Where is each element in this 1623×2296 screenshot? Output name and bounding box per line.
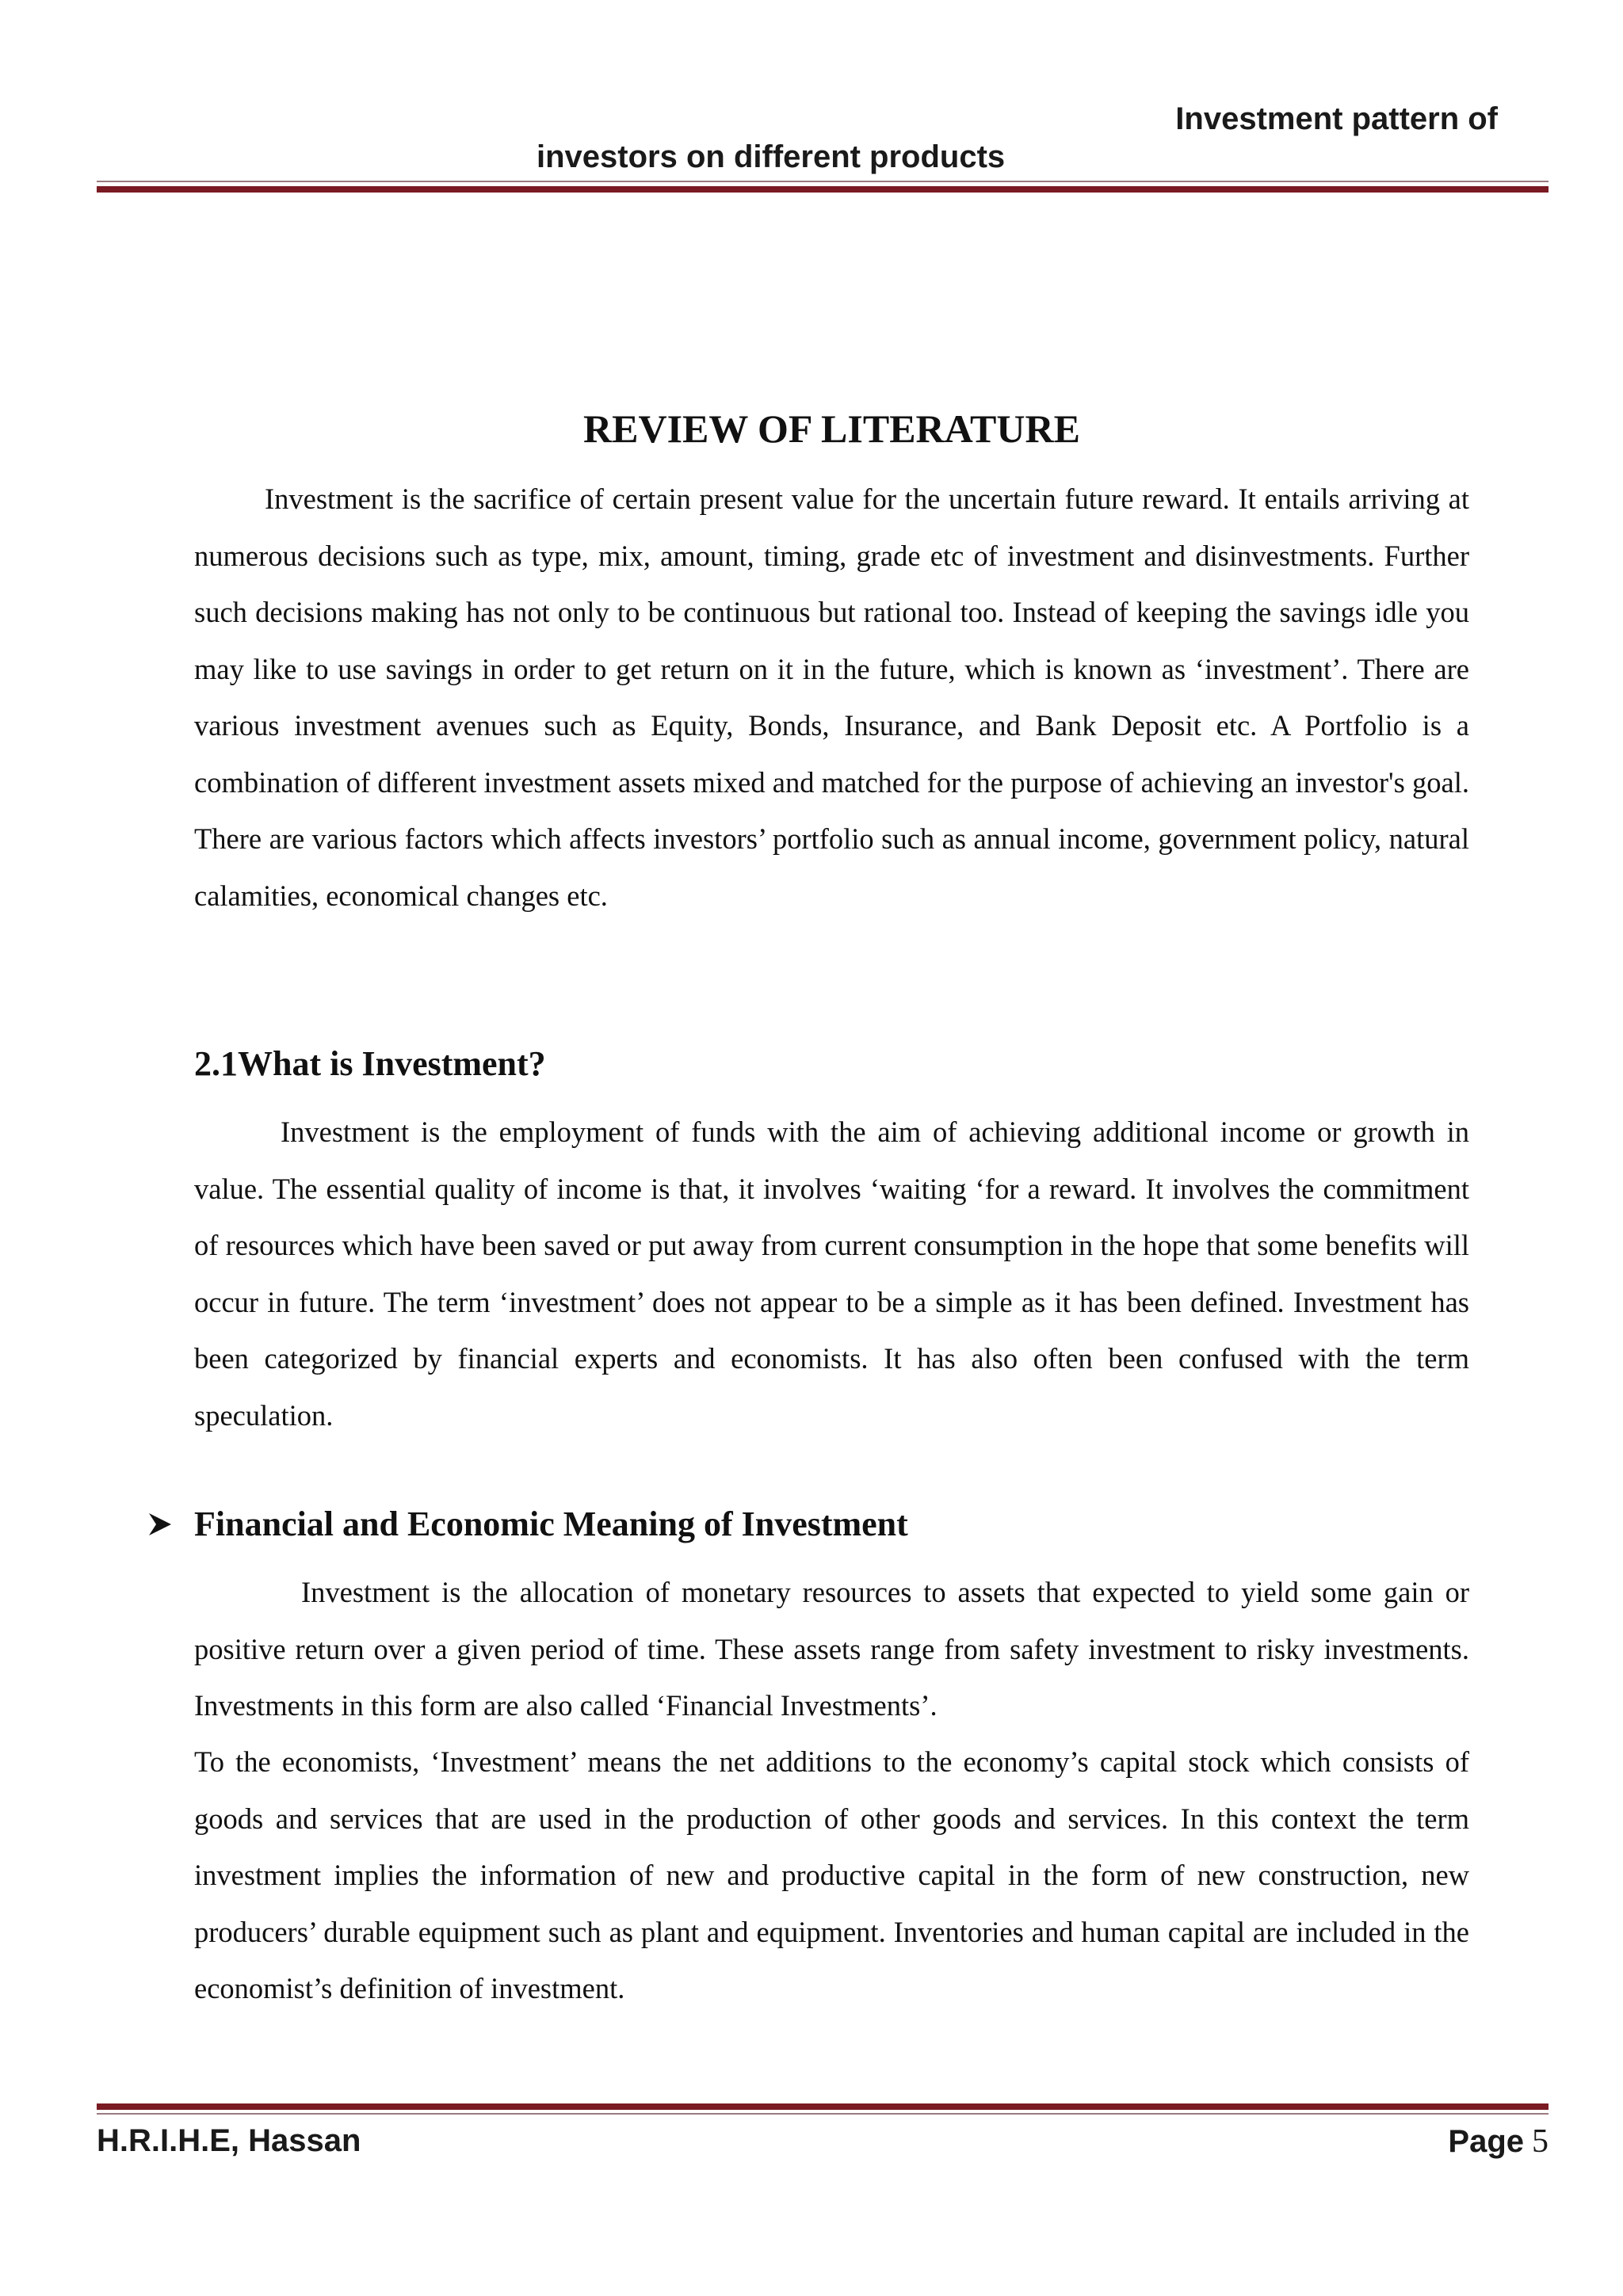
footer-rule-thick: [97, 2103, 1549, 2110]
financial-meaning-paragraph: Investment is the allocation of monetary resources to assets that expected to yield some gain or positive return over a given period of time. These assets range from safety investment to risky investments. Investments in this form are also called ‘Financial Investments’.: [194, 1576, 1469, 1722]
footer-page-indicator: [1448, 2125, 1549, 2158]
arrow-bullet-icon: [147, 1511, 174, 1538]
footer-institution: H.R.I.H.E, Hassan: [97, 2123, 361, 2158]
intro-paragraph: Investment is the sacrifice of certain present value for the uncertain future reward. It entails arriving at numerous decisions such as type, mix, amount, timing, grade etc of investment and disinvestments. Further such decisions making has not only to be continuous but rational too. Instead of keeping the savings idle you may like to use savings in order to get return on it in the future, which is known as ‘investment’. There are various investment avenues such as Equity, Bonds, Insurance, and Bank Deposit etc. A Portfolio is a combination of different investment assets mixed and matched for the purpose of achieving an investor's goal. There are various factors which affects investors’ portfolio such as annual income, government policy, natural calamities, economical changes etc.: [194, 482, 1469, 912]
header-title-line2: investors on different products: [537, 139, 1006, 174]
section-heading-2-1: 2.1What is Investment?: [194, 1044, 546, 1083]
header-title-line1: Investment pattern of: [1175, 101, 1498, 136]
footer-page-number: 5: [1532, 2123, 1549, 2160]
economic-meaning-paragraph: To the economists, ‘Investment’ means the net additions to the economy’s capital stock which consists of goods and services that are used in the production of other goods and services. In this context the term investment implies the information of new and productive capital in the form of new construction, new producers’ durable equipment such as plant and equipment. Inventories and human capital are included in the economist’s definition of investment.: [194, 1745, 1469, 2004]
header-rule-thick: [97, 186, 1549, 193]
footer-page-label: Page: [1448, 2124, 1524, 2159]
page-title: REVIEW OF LITERATURE: [583, 406, 1080, 451]
section-2-1-paragraph: Investment is the employment of funds with the aim of achieving additional income or growth in value. The essential quality of income is that, it involves ‘waiting ‘for a reward. It involves the commitment of resources which have been saved or put away from current consumption in the hope that some benefits will occur in future. The term ‘investment’ does not appear to be a simple as it has been defined. Investment has been categorized by financial experts and economists. It has also often been confused with the term speculation.: [194, 1116, 1469, 1432]
header-rule-thin: [97, 181, 1549, 182]
footer-rule-thin: [97, 2113, 1549, 2115]
section-heading-financial-economic: Financial and Economic Meaning of Investment: [194, 1505, 908, 1543]
